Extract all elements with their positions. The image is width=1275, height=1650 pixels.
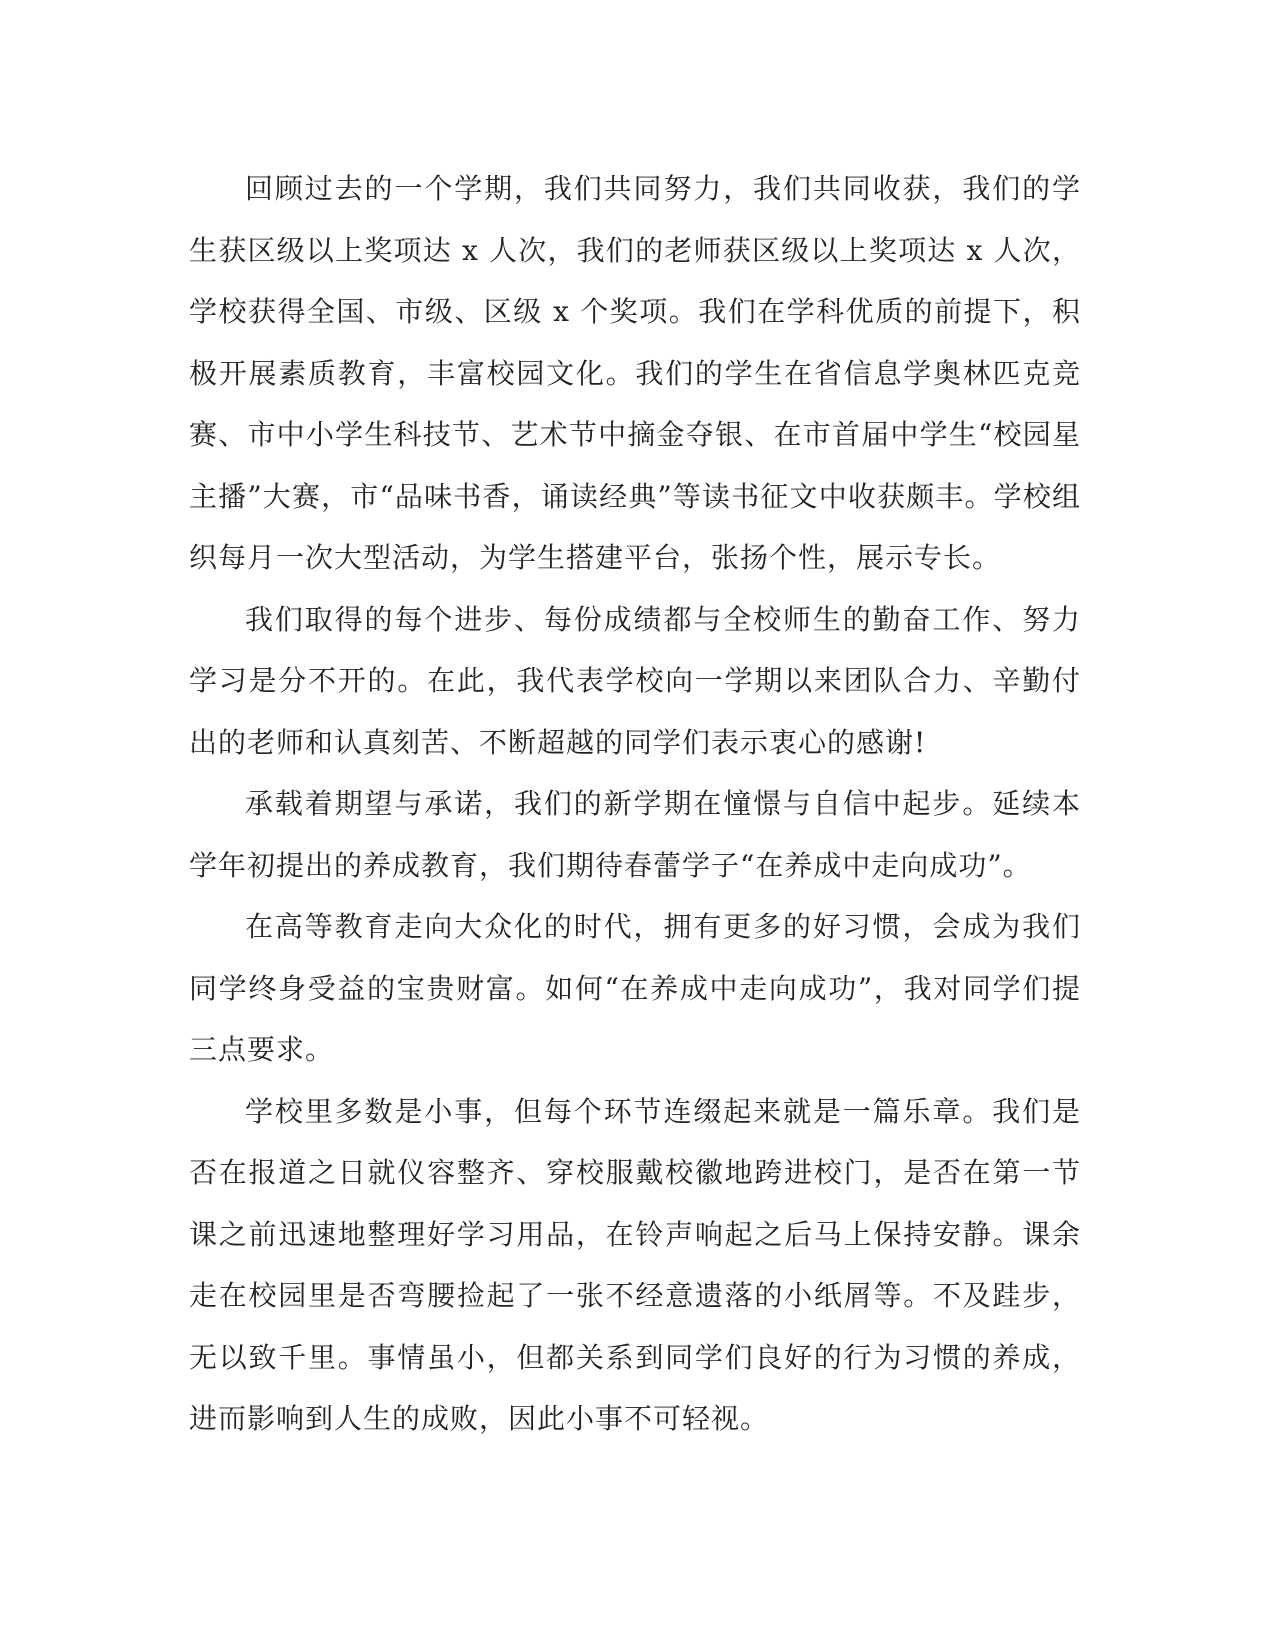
- paragraph-good-habits: 在高等教育走向大众化的时代，拥有更多的好习惯，会成为我们同学终身受益的宝贵财富。如何“在养成中走向成功”，我对同学们提三点要求。: [189, 910, 1081, 1066]
- paragraph-achievements: 回顾过去的一个学期，我们共同努力，我们共同收获，我们的学生获区级以上奖项达 x 人次，我们的老师获区级以上奖项达 x 人次，学校获得全国、市级、区级 x 个奖项。我们在学科优质的前提下，积极开展素质教育，丰富校园文化。我们的学生在省信息学奥林匹克竞赛、市中小学生科技节、艺术节中摘金夺银、在市首届中学生“校园星主播”大赛，市“品味书香，诵读经典”等读书征文中收获颇丰。学校组织每月一次大型活动，为学生搭建平台，张扬个性，展示专长。: [189, 172, 1081, 574]
- paragraph-small-things: 学校里多数是小事，但每个环节连缀起来就是一篇乐章。我们是否在报道之日就仪容整齐、穿校服戴校徽地跨进校门，是否在第一节课之前迅速地整理好学习用品，在铃声响起之后马上保持安静。课余走在校园里是否弯腰捡起了一张不经意遗落的小纸屑等。不及跬步，无以致千里。事情虽小，但都关系到同学们良好的行为习惯的养成，进而影响到人生的成败，因此小事不可轻视。: [189, 1094, 1081, 1435]
- paragraph-new-semester: 承载着期望与承诺，我们的新学期在憧憬与自信中起步。延续本学年初提出的养成教育，我们期待春蕾学子“在养成中走向成功”。: [189, 787, 1081, 882]
- document-body: [189, 158, 1081, 1450]
- paragraph-thanks: 我们取得的每个进步、每份成绩都与全校师生的勤奋工作、努力学习是分不开的。在此，我代表学校向一学期以来团队合力、辛勤付出的老师和认真刻苦、不断超越的同学们表示衷心的感谢!: [189, 602, 1081, 759]
